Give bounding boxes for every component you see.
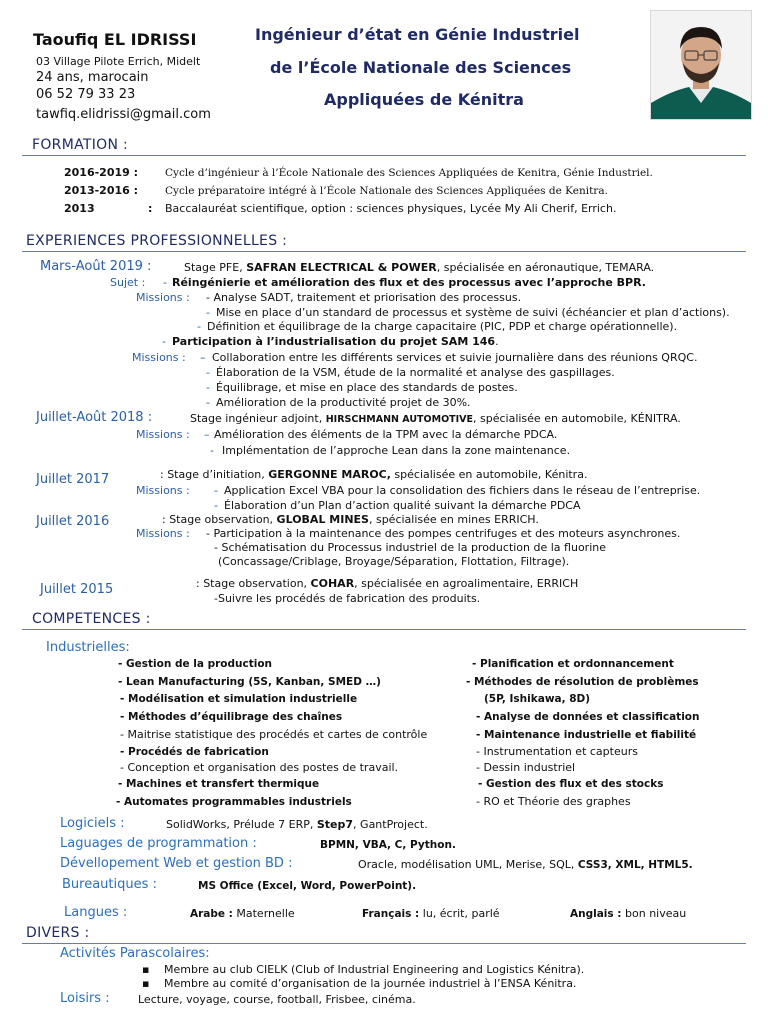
web-list: Oracle, modélisation UML, Merise, SQL, [358, 858, 578, 871]
subject-dash: - [163, 276, 167, 289]
langue-name: Anglais : [570, 908, 622, 920]
mission-item: -Suivre les procédés de fabrication des produits. [214, 592, 481, 605]
langue-level: Maternelle [232, 907, 295, 920]
missions-label: Missions : [136, 428, 190, 441]
skill-item: - Modélisation et simulation industrielle [120, 693, 358, 705]
mission-item: - Schématisation du Processus industriel de la production de la fluorine [214, 541, 606, 554]
activity-item: Membre au comité d’organisation de la journée industriel à l’ENSA Kénitra. [164, 977, 577, 990]
company-name: SAFRAN ELECTRICAL & POWER [246, 261, 437, 274]
formation-text: Baccalauréat scientifique, option : sciences physiques, Lycée My Ali Cherif, Errich. [165, 202, 617, 215]
company-name: COHAR [310, 577, 355, 590]
experience-detail: spécialisée en automobile, Kénitra. [390, 468, 588, 481]
langages-label: Laguages de programmation : [60, 836, 257, 851]
project-dot: . [495, 335, 499, 348]
skill-item: - Méthodes de résolution de problèmes [466, 676, 699, 688]
logiciels-value [166, 818, 428, 832]
loisirs-label: Loisirs : [60, 991, 110, 1006]
skill-item: - Dessin industriel [476, 761, 576, 774]
subject-label: Sujet : [110, 276, 146, 289]
experience-type: Stage PFE, [184, 261, 247, 274]
langue-francais [362, 907, 500, 921]
skill-item: - Méthodes d’équilibrage des chaînes [120, 711, 343, 723]
experience-title [190, 412, 681, 427]
mission-item: (Concassage/Criblage, Broyage/Séparation, Flottation, Filtrage). [218, 555, 570, 568]
section-title-formation: FORMATION : [32, 137, 129, 153]
skill-item: - Automates programmables industriels [116, 796, 352, 808]
langues-label: Langues : [64, 905, 128, 920]
missions-label: Missions : [136, 484, 190, 497]
logiciels-list-end: , GantProject. [353, 818, 428, 831]
skill-item: - Conception et organisation des postes de travail. [120, 761, 399, 774]
formation-sep: : [148, 202, 153, 215]
skill-item: - Planification et ordonnancement [472, 658, 674, 670]
project-title [172, 335, 499, 349]
divider [22, 251, 746, 252]
mission-item: Implémentation de l’approche Lean dans la zone maintenance. [222, 444, 571, 457]
person-icon [651, 11, 751, 119]
experience-date: Juillet 2016 [36, 514, 110, 529]
skill-item: - Maintenance industrielle et fiabilité [476, 729, 697, 741]
headline-line3: Appliquées de Kénitra [324, 90, 524, 109]
experience-date: Juillet-Août 2018 : [36, 410, 153, 425]
candidate-name: Taoufiq EL IDRISSI [33, 30, 197, 49]
profile-photo [650, 10, 752, 120]
mission-dash: - [214, 499, 218, 512]
formation-text: Cycle d’ingénieur à l’École Nationale des Sciences Appliquées de Kenitra, Génie Industriel. [165, 167, 653, 179]
web-list-bold: CSS3, XML, HTML5. [577, 859, 693, 871]
formation-years: 2013-2016 : [64, 184, 139, 197]
logiciels-label: Logiciels : [60, 816, 125, 831]
langue-name: Français : [362, 908, 420, 920]
skill-item: - Lean Manufacturing (5S, Kanban, SMED …) [118, 676, 381, 688]
skill-item: - Maitrise statistique des procédés et cartes de contrôle [120, 728, 428, 741]
experience-type: : Stage observation, [196, 577, 311, 590]
skill-item: - Analyse de données et classification [476, 711, 700, 723]
subsection-industrielles: Industrielles: [46, 640, 130, 655]
company-name: GERGONNE MAROC, [268, 468, 391, 481]
subsection-parascolaires: Activités Parascolaires: [60, 946, 210, 961]
formation-years: 2016-2019 : [64, 166, 139, 179]
langue-name: Arabe : [190, 908, 233, 920]
experience-title [162, 513, 539, 527]
bullet-icon: ▪ [142, 963, 150, 976]
activity-item: Membre au club CIELK (Club of Industrial Engineering and Logistics Kénitra). [164, 963, 585, 976]
experience-title [196, 577, 578, 591]
mission-dash: - [214, 484, 218, 497]
bullet-icon: ▪ [142, 977, 150, 990]
langue-anglais [570, 907, 686, 921]
company-name: GLOBAL MINES [276, 513, 369, 526]
skill-item: - Procédés de fabrication [120, 746, 269, 758]
divider [22, 943, 746, 944]
experience-title [184, 261, 654, 275]
mission-dash: - [206, 396, 210, 409]
mission-dash: - [210, 444, 214, 457]
loisirs-value: Lecture, voyage, course, football, Frisbee, cinéma. [138, 993, 416, 1006]
mission-item: Élaboration d’un Plan d’action qualité suivant la démarche PDCA [224, 499, 581, 512]
address: 03 Village Pilote Errich, Midelt [36, 55, 201, 68]
email[interactable]: tawfiq.elidrissi@gmail.com [36, 107, 211, 122]
subject-text: Réingénierie et amélioration des flux et des processus avec l’approche BPR. [172, 276, 646, 289]
skill-item: - Machines et transfert thermique [118, 778, 320, 790]
mission-item: Collaboration entre les différents services et suivie journalière dans des réunions QRQC. [212, 351, 698, 364]
age-nationality: 24 ans, marocain [36, 70, 149, 85]
skill-item: - RO et Théorie des graphes [476, 795, 631, 808]
langages-value: BPMN, VBA, C, Python. [320, 839, 456, 851]
skill-item: (5P, Ishikawa, 8D) [484, 693, 591, 705]
mission-dash: - [206, 306, 210, 319]
formation-years: 2013 [64, 202, 95, 215]
mission-item: Élaboration de la VSM, étude de la normalité et analyse des gaspillages. [216, 366, 615, 379]
mission-item: - Analyse SADT, traitement et priorisation des processus. [206, 291, 522, 304]
logiciels-list: SolidWorks, Prélude 7 ERP, [166, 818, 317, 831]
skill-item: - Gestion de la production [118, 658, 273, 670]
phone: 06 52 79 33 23 [36, 87, 136, 102]
skill-item: - Gestion des flux et des stocks [478, 778, 664, 790]
experience-detail: , spécialisée en aéronautique, TEMARA. [436, 261, 655, 274]
project-name: Participation à l’industrialisation du projet SAM 146 [172, 335, 496, 348]
mission-item: Application Excel VBA pour la consolidation des fichiers dans le réseau de l’entreprise. [224, 484, 701, 497]
divider [22, 629, 746, 630]
mission-item: Équilibrage, et mise en place des standards de postes. [216, 381, 518, 394]
section-title-experiences: EXPERIENCES PROFESSIONNELLES : [26, 233, 288, 249]
bureautiques-label: Bureautiques : [62, 877, 157, 892]
experience-date: Juillet 2015 [40, 582, 114, 597]
experience-detail: , spécialisée en mines ERRICH. [368, 513, 539, 526]
mission-dash: - [162, 335, 166, 348]
logiciels-step7: Step7 [316, 818, 354, 831]
formation-text: Cycle préparatoire intégré à l’École Nationale des Sciences Appliquées de Kenitra. [165, 185, 608, 197]
experience-title [160, 468, 587, 482]
experience-detail: , spécialisée en agroalimentaire, ERRICH [354, 577, 579, 590]
company-name: HIRSCHMANN AUTOMOTIVE [325, 414, 473, 425]
mission-dash: – [204, 428, 210, 441]
experience-detail: , spécialisée en automobile, KÉNITRA. [473, 412, 681, 425]
mission-dash: - [206, 381, 210, 394]
mission-item: Mise en place d’un standard de processus et système de suivi (échéancier et plan d’actions). [216, 306, 730, 319]
experience-date: Juillet 2017 [36, 472, 110, 487]
experience-type: : Stage d’initiation, [160, 468, 269, 481]
skill-item: - Instrumentation et capteurs [476, 745, 638, 758]
mission-dash: - [206, 366, 210, 379]
bureautiques-value: MS Office (Excel, Word, PowerPoint). [198, 880, 417, 892]
mission-item: Définition et équilibrage de la charge capacitaire (PIC, PDP et charge opérationnelle). [207, 320, 678, 333]
mission-dash: – [200, 351, 206, 364]
missions-label: Missions : [136, 527, 190, 540]
missions-label: Missions : [132, 351, 186, 364]
mission-dash: - [197, 320, 201, 333]
mission-item: - Participation à la maintenance des pompes centrifuges et des moteurs asynchrones. [206, 527, 681, 540]
mission-item: Amélioration de la productivité projet de 30%. [216, 396, 471, 409]
experience-type: Stage ingénieur adjoint, [190, 412, 326, 425]
web-label: Dévellopement Web et gestion BD : [60, 856, 293, 871]
section-title-divers: DIVERS : [26, 925, 90, 941]
langue-level: lu, écrit, parlé [419, 907, 500, 920]
langue-level: bon niveau [621, 907, 687, 920]
headline-line2: de l’École Nationale des Sciences [270, 58, 572, 77]
langue-arabe [190, 907, 295, 921]
missions-label: Missions : [136, 291, 190, 304]
section-title-competences: COMPETENCES : [32, 611, 151, 627]
mission-item: Amélioration des éléments de la TPM avec la démarche PDCA. [214, 428, 558, 441]
experience-date: Mars-Août 2019 : [40, 259, 152, 274]
experience-type: : Stage observation, [162, 513, 277, 526]
web-value [358, 858, 693, 872]
divider [22, 155, 746, 156]
headline-line1: Ingénieur d’état en Génie Industriel [255, 25, 580, 44]
